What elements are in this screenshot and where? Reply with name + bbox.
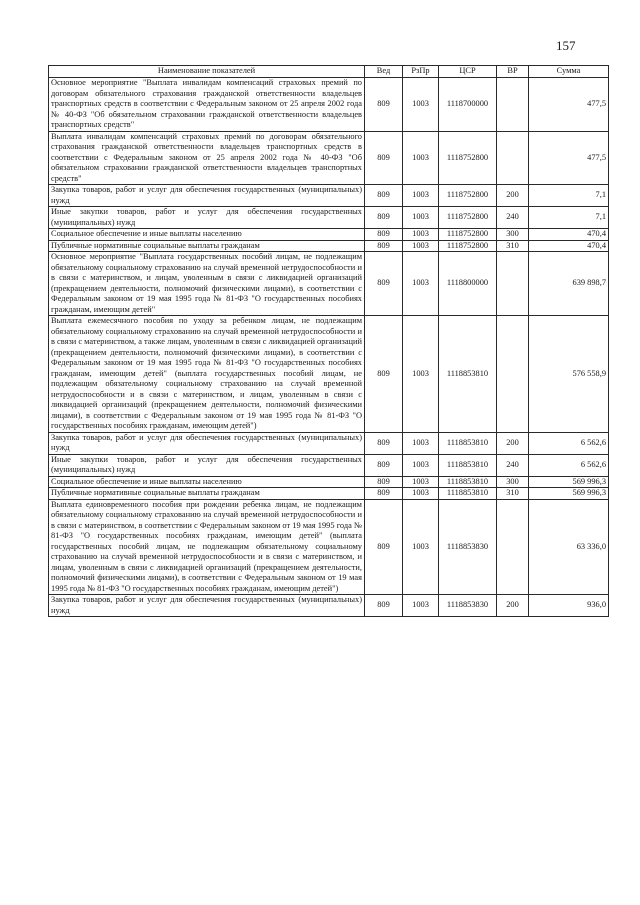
row-rzpr: 1003 (403, 207, 439, 229)
row-rzpr: 1003 (403, 476, 439, 488)
table-row (49, 207, 609, 229)
row-name: Основное мероприятие "Выплата государственных пособий лицам, не подлежащим обязательному социальному страхованию на случай временной нетрудоспособности и в связи с материнством, и лицам, уволенным в связи с ликвидацией организаций (прекращением деятельности, полномочий физическими лицами), в соответствии с Федеральным законом от 19 мая 1995 года № 81-ФЗ "О государственных пособиях гражданам, имеющим детей" (49, 252, 365, 316)
budget-table (48, 65, 609, 617)
row-vr: 240 (497, 207, 529, 229)
row-sum: 936,0 (529, 595, 609, 617)
row-ved: 809 (365, 131, 403, 185)
row-name: Публичные нормативные социальные выплаты гражданам (49, 488, 365, 500)
row-vr: 240 (497, 454, 529, 476)
table-row (49, 185, 609, 207)
table-row (49, 252, 609, 316)
row-name: Социальное обеспечение и иные выплаты населению (49, 476, 365, 488)
row-csr: 1118752800 (439, 131, 497, 185)
page-number: 157 (556, 38, 576, 53)
row-vr (497, 316, 529, 433)
row-ved: 809 (365, 229, 403, 241)
row-name: Социальное обеспечение и иные выплаты населению (49, 229, 365, 241)
row-ved: 809 (365, 595, 403, 617)
header-sum: Сумма (529, 66, 609, 78)
table-row (49, 595, 609, 617)
row-vr (497, 252, 529, 316)
row-sum: 6 562,6 (529, 454, 609, 476)
row-sum: 470,4 (529, 240, 609, 252)
row-name: Выплата инвалидам компенсаций страховых премий по договорам обязательного страхования гражданской ответственности владельцев транспортных средств в соответствии с Федеральным законом от 25 апреля 2002 года № 40-ФЗ "Об обязательном страховании гражданской ответственности владельцев транспортных средств" (49, 131, 365, 185)
row-rzpr: 1003 (403, 131, 439, 185)
row-sum: 477,5 (529, 131, 609, 185)
header-rzpr: РзПр (403, 66, 439, 78)
row-vr (497, 499, 529, 595)
row-rzpr: 1003 (403, 185, 439, 207)
row-sum: 470,4 (529, 229, 609, 241)
row-ved: 809 (365, 488, 403, 500)
table-row (49, 240, 609, 252)
row-name: Иные закупки товаров, работ и услуг для обеспечения государственных (муниципальных) нужд (49, 207, 365, 229)
row-ved: 809 (365, 432, 403, 454)
row-vr (497, 131, 529, 185)
row-csr: 1118853810 (439, 454, 497, 476)
row-sum: 576 558,9 (529, 316, 609, 433)
row-rzpr: 1003 (403, 240, 439, 252)
header-vr: ВР (497, 66, 529, 78)
table-row (49, 229, 609, 241)
row-csr: 1118800000 (439, 252, 497, 316)
row-csr: 1118752800 (439, 240, 497, 252)
row-rzpr: 1003 (403, 595, 439, 617)
row-name: Выплата ежемесячного пособия по уходу за ребенком лицам, не подлежащим обязательному социальному страхованию на случай временной нетрудоспособности и в связи с материнством, а также лицам, уволенным в связи с ликвидацией организаций (прекращением деятельности, полномочий физическими лицами), в соответствии с Федеральным законом от 19 мая 1995 года № 81-ФЗ "О государственных пособиях гражданам, имеющим детей" (выплата государственных пособий лицам, не подлежащим обязательному социальному страхованию на случай временной нетрудоспособности и в связи с материнством, и лицам, уволенным в связи с ликвидацией организаций (прекращением деятельности, полномочий физическими лицами), в соответствии с Федеральным законом от 19 мая 1995 года № 81-ФЗ "О государственных пособиях гражданам, имеющим детей") (49, 316, 365, 433)
row-vr: 200 (497, 595, 529, 617)
row-csr: 1118853810 (439, 316, 497, 433)
row-vr: 200 (497, 185, 529, 207)
table-row (49, 454, 609, 476)
row-vr: 300 (497, 476, 529, 488)
row-rzpr: 1003 (403, 454, 439, 476)
row-ved: 809 (365, 185, 403, 207)
row-rzpr: 1003 (403, 316, 439, 433)
row-sum: 569 996,3 (529, 476, 609, 488)
row-ved: 809 (365, 252, 403, 316)
row-ved: 809 (365, 316, 403, 433)
row-csr: 1118853810 (439, 476, 497, 488)
table-row (49, 78, 609, 132)
row-sum: 63 336,0 (529, 499, 609, 595)
row-csr: 1118752800 (439, 185, 497, 207)
row-ved: 809 (365, 78, 403, 132)
row-csr: 1118853830 (439, 499, 497, 595)
table-row (49, 488, 609, 500)
table-header-row (49, 66, 609, 78)
row-vr: 310 (497, 240, 529, 252)
table-row (49, 316, 609, 433)
row-csr: 1118853810 (439, 432, 497, 454)
row-vr (497, 78, 529, 132)
row-name: Закупка товаров, работ и услуг для обеспечения государственных (муниципальных) нужд (49, 185, 365, 207)
row-name: Закупка товаров, работ и услуг для обеспечения государственных (муниципальных) нужд (49, 595, 365, 617)
table-row (49, 131, 609, 185)
row-ved: 809 (365, 240, 403, 252)
row-rzpr: 1003 (403, 78, 439, 132)
row-rzpr: 1003 (403, 499, 439, 595)
row-vr: 200 (497, 432, 529, 454)
table-row (49, 476, 609, 488)
row-sum: 7,1 (529, 185, 609, 207)
row-sum: 569 996,3 (529, 488, 609, 500)
row-ved: 809 (365, 476, 403, 488)
row-sum: 6 562,6 (529, 432, 609, 454)
row-ved: 809 (365, 499, 403, 595)
row-sum: 7,1 (529, 207, 609, 229)
row-name: Иные закупки товаров, работ и услуг для обеспечения государственных (муниципальных) нужд (49, 454, 365, 476)
row-rzpr: 1003 (403, 432, 439, 454)
row-ved: 809 (365, 207, 403, 229)
row-csr: 1118752800 (439, 207, 497, 229)
row-vr: 300 (497, 229, 529, 241)
row-csr: 1118853810 (439, 488, 497, 500)
row-sum: 639 898,7 (529, 252, 609, 316)
row-csr: 1118853830 (439, 595, 497, 617)
row-rzpr: 1003 (403, 252, 439, 316)
header-csr: ЦСР (439, 66, 497, 78)
row-ved: 809 (365, 454, 403, 476)
header-ved: Вед (365, 66, 403, 78)
row-csr: 1118700000 (439, 78, 497, 132)
row-sum: 477,5 (529, 78, 609, 132)
table-row (49, 432, 609, 454)
row-csr: 1118752800 (439, 229, 497, 241)
row-vr: 310 (497, 488, 529, 500)
row-rzpr: 1003 (403, 229, 439, 241)
row-name: Закупка товаров, работ и услуг для обеспечения государственных (муниципальных) нужд (49, 432, 365, 454)
table-row (49, 499, 609, 595)
row-rzpr: 1003 (403, 488, 439, 500)
row-name: Выплата единовременного пособия при рождении ребенка лицам, не подлежащим обязательному социальному страхованию на случай временной нетрудоспособности и в связи с материнством, в соответствии с Федеральным законом от 19 мая 1995 года № 81-ФЗ "О государственных пособиях гражданам, имеющим детей" (выплата государственных пособий лицам, не подлежащим обязательному социальному страхованию на случай временной нетрудоспособности и в связи с материнством, и лицам, уволенным в связи с ликвидацией организаций (прекращением деятельности, полномочий физическими лицами), в соответствии с Федеральным законом от 19 мая 1995 года № 81-ФЗ "О государственных пособиях гражданам, имеющим детей") (49, 499, 365, 595)
header-name: Наименование показателей (49, 66, 365, 78)
row-name: Основное мероприятие "Выплата инвалидам компенсаций страховых премий по договорам обязательного страхования гражданской ответственности владельцев транспортных средств в соответствии с Федеральным законом от 25 апреля 2002 года № 40-ФЗ "Об обязательном страховании гражданской ответственности владельцев транспортных средств" (49, 78, 365, 132)
row-name: Публичные нормативные социальные выплаты гражданам (49, 240, 365, 252)
